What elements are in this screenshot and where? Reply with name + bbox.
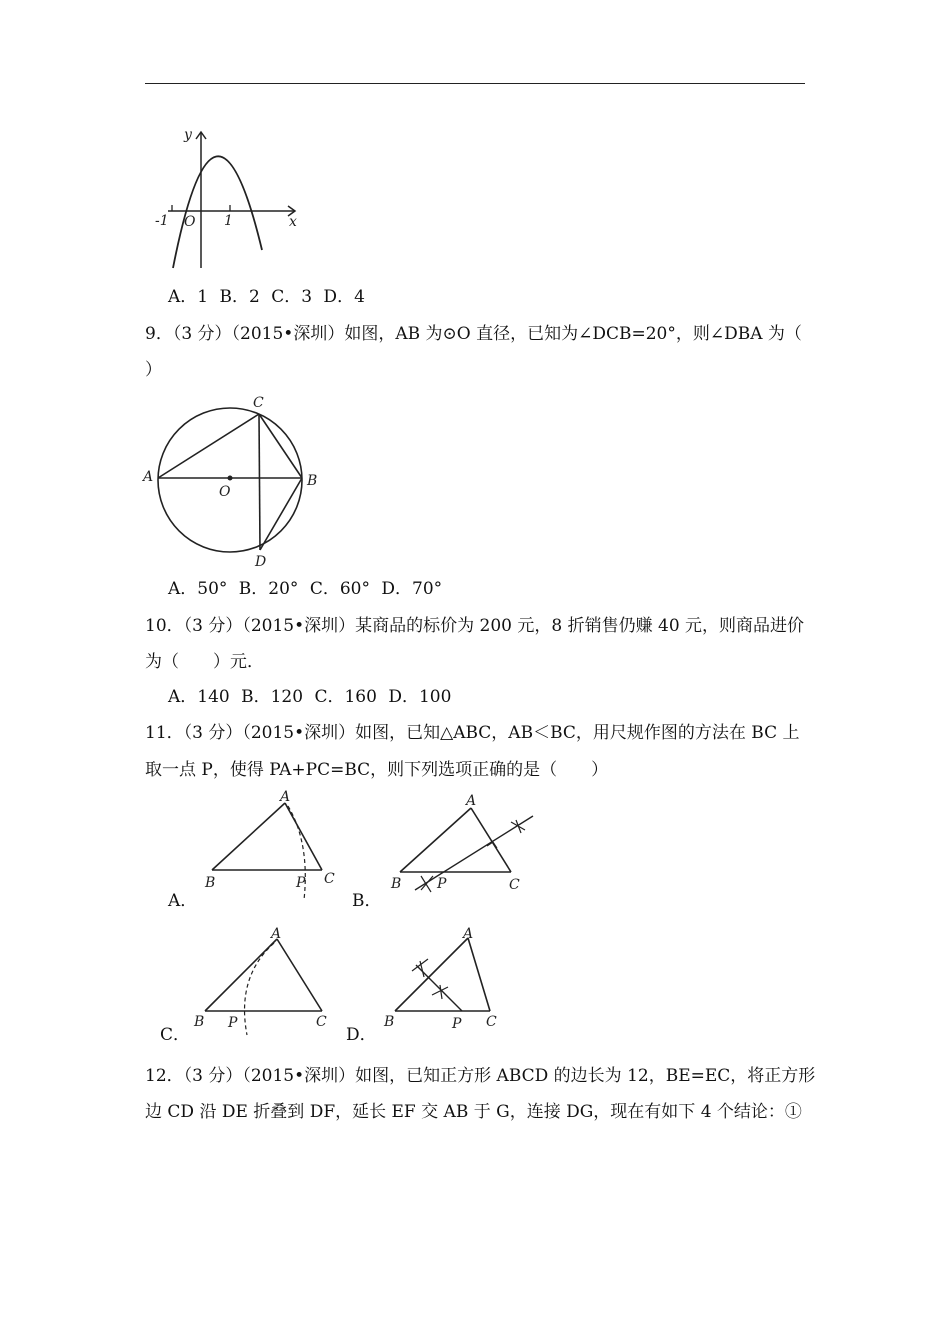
q11-option-c-figure xyxy=(190,925,340,1040)
q11-stem-line2: 取一点 P，使得 PA+PC=BC，则下列选项正确的是（ ） xyxy=(145,760,609,780)
q10-options: A．140 B．120 C．160 D．100 xyxy=(168,687,452,707)
point-a: A xyxy=(271,926,282,942)
q11-option-d-figure xyxy=(380,925,510,1040)
point-a: A xyxy=(280,789,291,805)
point-c: C xyxy=(253,395,264,411)
point-d: D xyxy=(255,554,267,570)
point-c: C xyxy=(509,877,520,893)
point-b: B xyxy=(391,876,402,892)
point-o: O xyxy=(219,484,231,500)
x-axis-label: x xyxy=(289,214,297,230)
point-p: P xyxy=(452,1016,462,1032)
point-b: B xyxy=(307,473,318,489)
q11-option-b-label: B． xyxy=(352,891,382,911)
q10-stem-line1: 10．（3 分）（2015•深圳）某商品的标价为 200 元，8 折销售仍赚 40 元，则商品进价 xyxy=(145,616,805,636)
q11-option-a-label: A． xyxy=(168,891,198,911)
point-b: B xyxy=(205,875,216,891)
y-axis-label: y xyxy=(184,127,192,143)
point-c: C xyxy=(324,871,335,887)
point-b: B xyxy=(384,1014,395,1030)
point-a: A xyxy=(466,793,477,809)
point-p: P xyxy=(228,1015,238,1031)
q9-stem-line1: 9．（3 分）（2015•深圳）如图，AB 为⊙O 直径，已知为∠DCB=20°，则∠DBA 为（ xyxy=(145,324,802,344)
point-c: C xyxy=(486,1014,497,1030)
point-a: A xyxy=(143,469,154,485)
header-rule xyxy=(145,83,805,84)
point-b: B xyxy=(194,1014,205,1030)
point-p: P xyxy=(296,875,306,891)
q9-stem-line2: ） xyxy=(145,360,162,380)
point-c: C xyxy=(316,1014,327,1030)
q8-options: A．1 B．2 C．3 D．4 xyxy=(168,287,365,307)
q12-stem-line2: 边 CD 沿 DE 折叠到 DF，延长 EF 交 AB 于 G，连接 DG，现在有如下 4 个结论：① xyxy=(145,1102,802,1122)
origin-label: O xyxy=(184,214,196,230)
q11-option-c-label: C． xyxy=(160,1025,191,1045)
parabola-graph xyxy=(140,122,315,272)
q11-option-d-label: D． xyxy=(346,1025,377,1045)
q10-stem-line2: 为（ ）元． xyxy=(145,652,264,672)
tick-neg1: -1 xyxy=(155,213,169,229)
point-p: P xyxy=(437,876,447,892)
q11-option-b-figure xyxy=(385,792,545,902)
q9-options: A．50° B．20° C．60° D．70° xyxy=(168,579,443,599)
q11-option-a-figure xyxy=(200,788,345,903)
circle-figure xyxy=(140,390,330,570)
q11-stem-line1: 11．（3 分）（2015•深圳）如图，已知△ABC，AB＜BC，用尺规作图的方法在 BC 上 xyxy=(145,723,800,743)
tick-1: 1 xyxy=(224,213,233,229)
point-a: A xyxy=(463,926,474,942)
q12-stem-line1: 12．（3 分）（2015•深圳）如图，已知正方形 ABCD 的边长为 12，BE=EC，将正方形 xyxy=(145,1066,816,1086)
